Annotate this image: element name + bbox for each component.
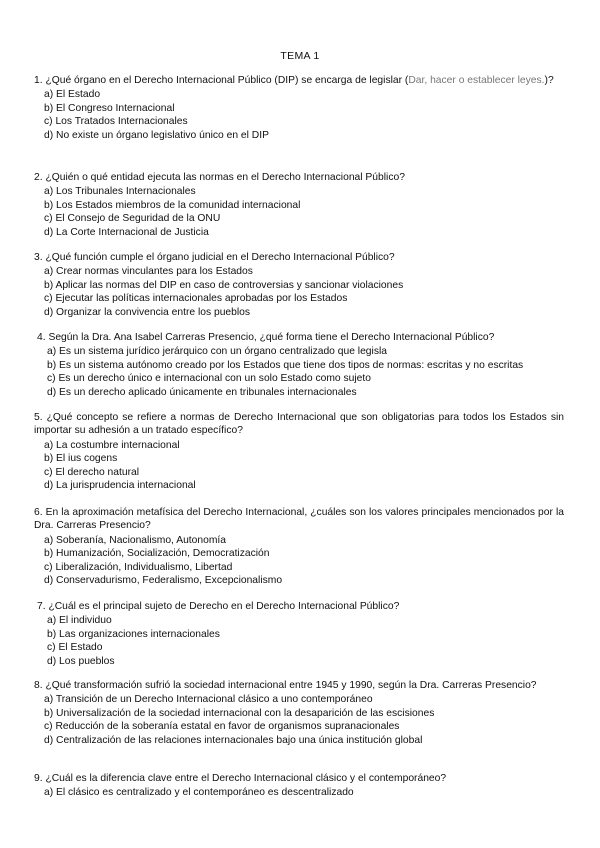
answer-option: c) Es un derecho único e internacional con un solo Estado como sujeto (47, 373, 371, 385)
question-6 (34, 506, 564, 587)
answer-option: b) Universalización de la sociedad internacional con la desaparición de las escisiones (44, 707, 435, 719)
question-stem: 4. Según la Dra. Ana Isabel Carreras Presencio, ¿qué forma tiene el Derecho Internacional Público? (37, 332, 495, 343)
answer-option: d) La jurisprudencia internacional (44, 480, 196, 492)
answer-option: d) Los pueblos (47, 655, 115, 667)
question-2 (34, 171, 564, 239)
answer-option: b) El ius cogens (44, 453, 118, 465)
answer-option: c) El derecho natural (44, 466, 140, 478)
answer-option: d) No existe un órgano legislativo único en el DIP (44, 129, 269, 141)
answer-option: c) Los Tratados Internacionales (44, 116, 188, 128)
question-9 (34, 772, 564, 800)
question-1 (34, 74, 564, 142)
answer-option: d) Conservadurismo, Federalismo, Excepcionalismo (44, 575, 283, 587)
answer-option: c) El Estado (47, 642, 103, 654)
question-stem: 3. ¿Qué función cumple el órgano judicial en el Derecho Internacional Público? (34, 252, 395, 263)
question-stem: 2. ¿Quién o qué entidad ejecuta las normas en el Derecho Internacional Público? (34, 172, 405, 183)
question-stem: 7. ¿Cuál es el principal sujeto de Derecho en el Derecho Internacional Público? (37, 601, 400, 612)
question-7 (37, 600, 567, 668)
answer-option: b) Humanización, Socialización, Democratización (44, 548, 270, 560)
answer-option: a) El individuo (47, 615, 112, 627)
answer-option: d) La Corte Internacional de Justicia (44, 226, 209, 238)
page-title: TEMA 1 (280, 50, 320, 62)
answer-option: a) Crear normas vinculantes para los Estados (44, 266, 253, 278)
answer-option: c) Liberalización, Individualismo, Libertad (44, 561, 233, 573)
answer-option: b) Aplicar las normas del DIP en caso de controversias y sancionar violaciones (44, 279, 404, 291)
answer-option: c) Ejecutar las políticas internacionales aprobadas por los Estados (44, 293, 348, 305)
answer-option: b) Los Estados miembros de la comunidad internacional (44, 199, 301, 211)
question-5 (34, 411, 564, 492)
answer-option: a) La costumbre internacional (44, 439, 180, 451)
question-8 (34, 679, 564, 747)
answer-option: d) Organizar la convivencia entre los pueblos (44, 306, 251, 318)
answer-option: a) Soberanía, Nacionalismo, Autonomía (44, 534, 227, 546)
answer-option: a) Transición de un Derecho Internacional clásico a uno contemporáneo (44, 694, 373, 706)
answer-option: a) Los Tribunales Internacionales (44, 186, 196, 198)
question-4 (37, 331, 567, 399)
answer-option: c) El Consejo de Seguridad de la ONU (44, 213, 221, 225)
answer-option: b) El Congreso Internacional (44, 102, 175, 114)
answer-option: a) Es un sistema jurídico jerárquico con un órgano centralizado que legisla (47, 346, 387, 358)
answer-option: a) El clásico es centralizado y el contemporáneo es descentralizado (44, 787, 354, 799)
answer-option: d) Es un derecho aplicado únicamente en tribunales internacionales (47, 386, 357, 398)
question-stem: 5. ¿Qué concepto se refiere a normas de Derecho Internacional que son obligatorias para todos los Estados sin importar su adhesión a un tratado específico? (34, 412, 564, 437)
answer-option: b) Es un sistema autónomo creado por los Estados que tiene dos tipos de normas: escritas y no escritas (47, 359, 524, 371)
answer-option: c) Reducción de la soberanía estatal en favor de organismos supranacionales (44, 721, 400, 733)
question-stem: 6. En la aproximación metafísica del Derecho Internacional, ¿cuáles son los valores principales mencionados por la Dra. Carreras Presencio? (34, 507, 564, 532)
question-3 (34, 251, 564, 319)
question-stem: 1. ¿Qué órgano en el Derecho Internacional Público (DIP) se encarga de legislar (Dar, hacer o establecer leyes.)? (34, 75, 554, 86)
question-stem: 8. ¿Qué transformación sufrió la sociedad internacional entre 1945 y 1990, según la Dra. Carreras Presencio? (34, 680, 537, 691)
question-stem: 9. ¿Cuál es la diferencia clave entre el Derecho Internacional clásico y el contemporáneo? (34, 773, 447, 784)
answer-option: d) Centralización de las relaciones internacionales bajo una única institución global (44, 734, 423, 746)
definition-note: Dar, hacer o establecer leyes. (408, 75, 545, 86)
answer-option: b) Las organizaciones internacionales (47, 628, 220, 640)
answer-option: a) El Estado (44, 89, 101, 101)
